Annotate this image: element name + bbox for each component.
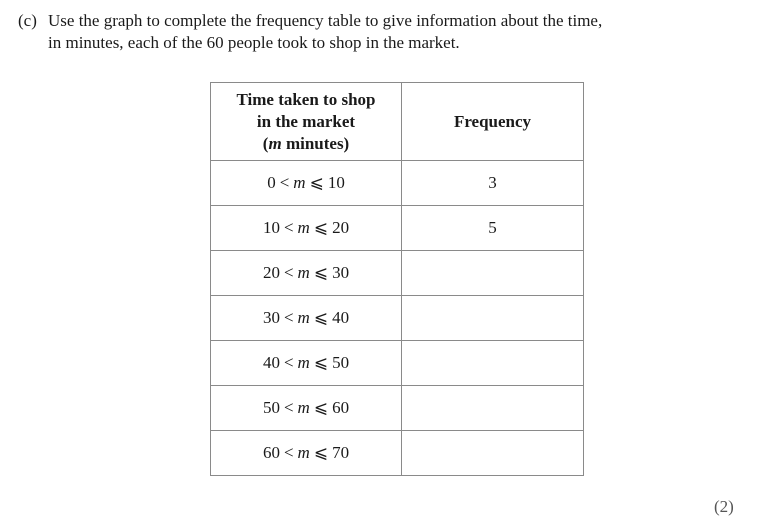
frequency-cell[interactable] [402, 386, 584, 431]
frequency-cell[interactable] [402, 431, 584, 476]
table-row [211, 206, 584, 251]
frequency-cell[interactable] [402, 296, 584, 341]
table-row [211, 161, 584, 206]
frequency-cell[interactable] [402, 341, 584, 386]
table-row [211, 431, 584, 476]
frequency-cell[interactable]: 3 [402, 161, 584, 206]
table-header-row [211, 83, 584, 161]
question-line-1 [18, 10, 738, 32]
interval-cell: 10 < m ⩽ 20 [211, 206, 402, 251]
question-line-2 [18, 32, 738, 54]
marks-label: (2) [714, 497, 734, 516]
header-time-taken: Time taken to shop in the market (m minutes) [211, 83, 402, 161]
interval-cell: 0 < m ⩽ 10 [211, 161, 402, 206]
interval-cell: 60 < m ⩽ 70 [211, 431, 402, 476]
question-text [18, 10, 738, 54]
interval-cell: 40 < m ⩽ 50 [211, 341, 402, 386]
frequency-cell[interactable] [402, 251, 584, 296]
table-row [211, 341, 584, 386]
table-body [211, 161, 584, 476]
question-line-2-text: in minutes, each of the 60 people took to shop in the market. [48, 33, 460, 52]
interval-cell: 50 < m ⩽ 60 [211, 386, 402, 431]
table-row [211, 386, 584, 431]
frequency-table [210, 82, 584, 476]
part-label: (c) [18, 11, 37, 30]
question-line-1-text: Use the graph to complete the frequency table to give information about the time, [48, 11, 603, 30]
table-row [211, 296, 584, 341]
interval-cell: 30 < m ⩽ 40 [211, 296, 402, 341]
header-frequency: Frequency [402, 83, 584, 161]
interval-cell: 20 < m ⩽ 30 [211, 251, 402, 296]
frequency-cell[interactable]: 5 [402, 206, 584, 251]
table-row [211, 251, 584, 296]
